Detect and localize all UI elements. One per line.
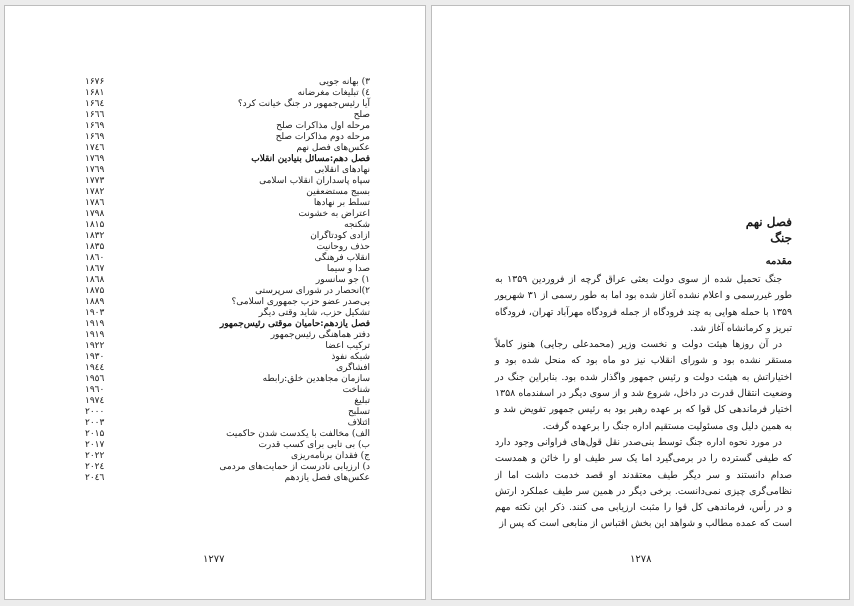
toc-entry-title: شکنجه — [344, 220, 370, 230]
toc-entry-page: ۱۹۷٤ — [85, 396, 105, 406]
toc-entry — [85, 242, 370, 253]
toc-entry-title: فصل یازدهم:حامیان موقتی رئیس‌جمهور — [219, 319, 370, 329]
toc-entry-page: ۱۷٦۹ — [85, 154, 105, 164]
toc-entry-page: ۱۹٤٤ — [85, 363, 105, 373]
toc-entry — [85, 330, 370, 341]
toc-entry-page: ۱۹٥٦ — [85, 374, 105, 384]
toc-entry — [85, 121, 370, 132]
toc-entry — [85, 165, 370, 176]
toc-entry — [85, 451, 370, 462]
toc-entry-page: ۱۸٦۷ — [85, 264, 105, 274]
toc-entry-title: شبکه نفوذ — [331, 352, 370, 362]
toc-entry — [85, 440, 370, 451]
toc-entry-page: ۱۸۳۲ — [85, 231, 105, 241]
toc-entry — [85, 176, 370, 187]
toc-entry — [85, 319, 370, 330]
toc-entry-title: تسلیح — [347, 407, 370, 417]
toc-entry — [85, 297, 370, 308]
chapter-subtitle: جنگ — [770, 231, 792, 245]
toc-entry-title: الف) مخالفت با یکدست شدن حاکمیت — [226, 429, 370, 439]
toc-entry-title: تشکیل حزب، شاید وقتی دیگر — [258, 308, 370, 318]
toc-entry-page: ۱۷۹۸ — [85, 209, 105, 219]
toc-entry — [85, 110, 370, 121]
toc-entry-page: ۱۷۸٦ — [85, 198, 105, 208]
toc-entry-page: ۱۷٤٦ — [85, 143, 105, 153]
toc-entry-page: ۱۹۲۲ — [85, 341, 105, 351]
toc-entry — [85, 286, 370, 297]
toc-entry-page: ۱۸۳۵ — [85, 242, 105, 252]
toc-entry-title: ب) بی تابی برای کسب قدرت — [258, 440, 370, 450]
toc-entry-title: ٤) تبلیغات مغرضانه — [297, 88, 370, 98]
paragraph: جنگ تحمیل شده از سوی دولت بعثی عراق گرچه از فروردین ۱۳۵۹ به طور غیررسمی و اعلام نشده آغاز شده بود اما به طور رسمی از ۳۱ شهریور ۱۳۵۹ با حمله هوایی به چند فرودگاه از جمله فرودگاه مهرآباد تهران، فرودگاه تبریز و کرمانشاه آغاز شد. — [495, 274, 792, 334]
toc-entry-title: ترکیب اعضا — [325, 341, 370, 351]
paragraph: در آن روزها هیئت دولت و نخست وزیر (محمدعلی رجایی) هنوز کاملاً مستقر نشده بود و شورای انقلاب نیز دو ماه بود که منحل شده بود و اختیاراتش به هیئت دولت و رئیس جمهور واگذار شده بود. بنابراین جنگ در وضعیت انتقال قدرت در داخل، شروع شد و از سوی دیگر در اسفندماه ۱۳۵۸ اختیار فرماندهی کل قوا که بر عهده رهبر بود به رئیس جمهور تفویض شد و به همین دلیل وی مسئولیت مستقیم اداره جنگ را برعهده گرفت. — [495, 339, 792, 432]
toc-entry-title: ازادی کودتاگران — [310, 231, 370, 241]
toc-entry-title: تسلط بر نهادها — [313, 198, 370, 208]
toc-entry-title: اعتراض به خشونت — [298, 209, 370, 219]
toc-entry-page: ۱۸۱۵ — [85, 220, 105, 230]
toc-entry-title: عکس‌های فصل یازدهم — [284, 473, 370, 483]
toc-entry-page: ۱۹۰۳ — [85, 308, 105, 318]
toc-entry-page: ۱۶۷۶ — [85, 77, 105, 87]
toc-entry-title: انقلاب فرهنگی — [314, 253, 370, 263]
toc-entry — [85, 385, 370, 396]
toc-entry — [85, 352, 370, 363]
toc-entry-title: افشاگری — [336, 363, 370, 373]
toc-entry-page: ۱۶۸۱ — [85, 88, 105, 98]
toc-entry — [85, 308, 370, 319]
table-of-contents — [85, 77, 370, 484]
toc-entry-title: صدا و سیما — [326, 264, 370, 274]
toc-entry-title: ائتلاف — [347, 418, 370, 428]
toc-entry-page: ۱۷۸۲ — [85, 187, 105, 197]
toc-entry-page: ۲۰۱۷ — [85, 440, 105, 450]
toc-entry-title: شناخت — [342, 385, 370, 395]
toc-entry-page: ۱۸٦۰ — [85, 253, 105, 263]
toc-entry-title: فصل دهم:مسائل بنیادین انقلاب — [251, 154, 370, 164]
toc-entry-title: بسیج مستضعفین — [306, 187, 370, 197]
toc-entry — [85, 154, 370, 165]
toc-entry-page: ۱۸۸۹ — [85, 297, 105, 307]
toc-entry-page: ۲۰۱۵ — [85, 429, 105, 439]
toc-entry — [85, 198, 370, 209]
left-page — [4, 5, 426, 600]
toc-entry-page: ۱۹۳۰ — [85, 352, 105, 362]
toc-entry-page: ۲۰۲۲ — [85, 451, 105, 461]
toc-entry — [85, 429, 370, 440]
right-page-number: ۱۲۷۸ — [630, 554, 652, 565]
toc-entry-title: ۱) جو سانسور — [315, 275, 370, 285]
toc-entry — [85, 209, 370, 220]
toc-entry-page: ۱۹۱۹ — [85, 330, 105, 340]
toc-entry-page: ۱۸۷۵ — [85, 286, 105, 296]
toc-entry-title: آیا رئیس‌جمهور در جنگ خیانت کرد؟ — [237, 99, 370, 109]
toc-entry-page: ۲۰۰۳ — [85, 418, 105, 428]
toc-entry-page: ۱۶٦٦ — [85, 110, 105, 120]
toc-entry-title: بی‌صدر عضو حزب جمهوری اسلامی؟ — [231, 297, 370, 307]
toc-entry — [85, 99, 370, 110]
toc-entry-page: ۱۷۷۳ — [85, 176, 105, 186]
toc-entry-page: ۲۰٤٦ — [85, 473, 105, 483]
toc-entry-title: نهادهای انقلابی — [314, 165, 370, 175]
toc-entry-title: مرحله دوم مذاکرات صلح — [275, 132, 370, 142]
toc-entry-page: ۲۰۲٤ — [85, 462, 105, 472]
toc-entry — [85, 231, 370, 242]
toc-entry — [85, 264, 370, 275]
paragraph: در مورد نحوه اداره جنگ توسط بنی‌صدر نقل قول‌های فراوانی وجود دارد که طیفی گسترده را در برمی‌گیرد اما یک سر طیف او را خائن و همدست صدام دانستند و سر دیگر طیف معتقدند او قصد خدمت داشت اما از نظامی‌گری چیزی نمی‌دانست. برخی دیگر در همین سر طیف عملکرد ارتش و در رأس، فرماندهی کل قوا را مثبت ارزیابی می کنند. ذکر این نکته مهم است که عمده مطالب و شواهد این بخش اقتباس از منابعی است که پس از — [495, 436, 792, 530]
toc-entry-title: ۲)انحصار در شورای سرپرستی — [255, 286, 370, 296]
toc-entry — [85, 363, 370, 374]
chapter-title: فصل نهم — [745, 215, 792, 229]
toc-entry — [85, 275, 370, 286]
toc-entry-page: ۱۶٦٩ — [85, 121, 105, 131]
toc-entry — [85, 88, 370, 99]
chapter-heading — [746, 214, 792, 246]
toc-entry-title: ج) فقدان برنامه‌ریزی — [291, 451, 370, 461]
toc-entry — [85, 143, 370, 154]
toc-entry-title: حذف روحانیت — [316, 242, 370, 252]
right-page — [431, 5, 850, 600]
toc-entry-title: مرحله اول مذاکرات صلح — [276, 121, 370, 131]
toc-entry-page: ۲۰۰۰ — [85, 407, 105, 417]
left-page-number: ۱۲۷۷ — [203, 554, 225, 565]
toc-entry — [85, 407, 370, 418]
body-text — [495, 272, 792, 533]
toc-entry — [85, 341, 370, 352]
toc-entry-title: تبلیغ — [354, 396, 370, 406]
toc-entry — [85, 473, 370, 484]
toc-entry-page: ۱۶٦٤ — [85, 99, 105, 109]
toc-entry-title: سازمان مجاهدین خلق:رابطه — [262, 374, 370, 384]
toc-entry — [85, 253, 370, 264]
toc-entry — [85, 418, 370, 429]
toc-entry — [85, 77, 370, 88]
toc-entry-title: ۳) بهانه جویی — [318, 77, 370, 87]
toc-entry-title: دفتر هماهنگی رئیس‌جمهور — [270, 330, 370, 340]
toc-entry-page: ۱۷٦۹ — [85, 165, 105, 175]
toc-entry-title: صلح — [353, 110, 370, 120]
toc-entry-title: د) ارزیابی نادرست از حمایت‌های مردمی — [219, 462, 370, 472]
toc-entry-title: عکس‌های فصل نهم — [296, 143, 370, 153]
toc-entry — [85, 374, 370, 385]
toc-entry — [85, 132, 370, 143]
toc-entry-title: سپاه پاسداران انقلاب اسلامی — [259, 176, 370, 186]
toc-entry — [85, 462, 370, 473]
toc-entry — [85, 396, 370, 407]
toc-entry-page: ۱۶٦٩ — [85, 132, 105, 142]
toc-entry — [85, 220, 370, 231]
toc-entry-page: ۱۸٦۸ — [85, 275, 105, 285]
toc-entry — [85, 187, 370, 198]
section-title: مقدمه — [765, 256, 792, 267]
toc-entry-page: ۱۹۱۹ — [85, 319, 105, 329]
toc-entry-page: ۱۹٦۰ — [85, 385, 105, 395]
